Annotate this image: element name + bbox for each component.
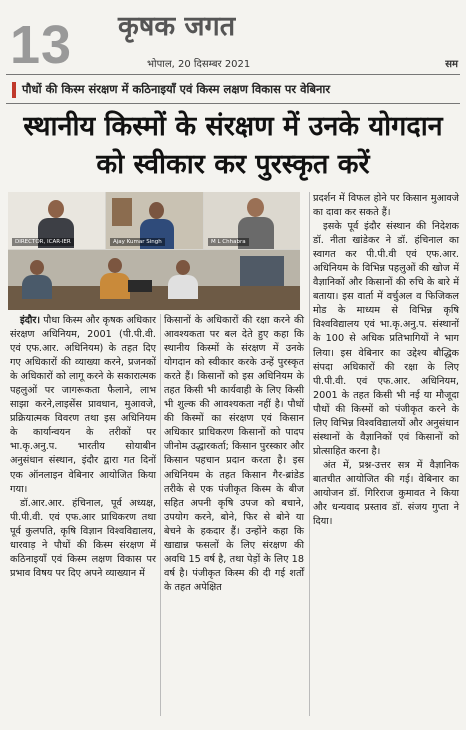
article-paragraph: [10, 314, 156, 497]
publication-logo: कृषक जगत: [118, 11, 236, 42]
article-headline: स्थानीय किस्मों के संरक्षण में उनके योगदान को स्वीकार कर पुरस्कृत करें: [23, 111, 443, 180]
edition-tag: सम: [445, 59, 458, 70]
article-column-3: [313, 192, 459, 529]
tile-caption: M L Chhabra: [208, 238, 249, 246]
article-column-2: [164, 314, 304, 595]
webinar-photo: [8, 192, 300, 310]
video-tile-ajay: [106, 192, 203, 249]
kicker-accent: [12, 82, 16, 98]
column-divider: [160, 314, 161, 716]
tile-caption: DIRECTOR, ICAR-IER: [12, 238, 74, 246]
laptop: [128, 280, 152, 292]
article-kicker: पौधों की किस्म संरक्षण में कठिनाइयाँ एवं किस्म लक्षण विकास पर वेबिनार: [22, 82, 331, 96]
article-paragraph: इसके पूर्व इंदौर संस्थान की निदेशक डॉ. नीता खांडेकर ने डॉ. हंचिनाल का स्वागत कर पी.पी.वी एवं एफ.आर. अधिनियम के विभिन्न पहलुओं की खोज में वैज्ञानिकों और किसानों की रुचि के बारे में बताया। इस वार्ता में वर्चुअल व फिजिकल मोड के माध्यम से विभिन्न कृषि विश्वविद्यालय एवं भा.कृ.अनु.प. संस्थानों के 100 से अधिक प्रतिभागियों ने भाग लिया। इस वेबिनार का उद्देश्य बौद्धिक संपदा अधिकारों की रक्षा के लिए पी.पी.वी. एवं एफ.आर. अधिनियम, 2001 के तहत किसी भी नई या मौजूदा पौधों की किस्मों को पंजीकृत करने के लिए विभिन्न विश्वविद्यालयों और अनुसंधान संस्थानों के वैज्ञानिकों एवं किसानों को प्रोत्साहित करना है।: [313, 221, 459, 457]
masthead: [0, 0, 466, 78]
paragraph-text: पौधा किस्म और कृषक अधिकार संरक्षण अधिनियम, 2001 (पी.पी.वी. एवं एफ.आर. अधिनियम) के तहत दिए गए अधिकारों की व्याख्या करने, प्रजनकों के अधिकारों को लागू करने के सकारात्मक पहलुओं पर जागरूकता फैलाने, लाभ साझा करने,लाइसेंस प्रावधान, मुआवजे, प्रक्रियात्मक विवरण तथा इस अधिनियम के कार्यान्वयन के तरीकों पर भा.कृ.अनु.प. भारतीय सोयाबीन अनुसंधान संस्थान, इंदौर द्वारा गत दिनों एक ऑनलाइन वेबिनार आयोजित किया गया।: [10, 315, 156, 495]
article-paragraph: प्रदर्शन में विफल होने पर किसान मुआवजे का दावा कर सकते हैं।: [313, 193, 459, 219]
video-tile-director: [8, 192, 105, 249]
article-paragraph: अंत में, प्रश्न-उत्तर सत्र में वैज्ञानिक बातचीत आयोजित की गई। वेबिनार का आयोजन डॉ. गिरिराज कुमावत ने किया और धन्यवाद प्रस्ताव डॉ. संजय गुप्ता ने दिया।: [313, 459, 459, 528]
edition-dateline: भोपाल, 20 दिसम्बर 2021: [147, 59, 251, 70]
tile-caption: Ajay Kumar Singh: [110, 238, 165, 246]
video-tile-chhabra: [204, 192, 300, 249]
article-column-1: [10, 314, 156, 581]
article-dateline: इंदौर।: [20, 315, 41, 326]
video-tile-conference-room: [8, 250, 300, 310]
kicker-divider: [6, 103, 460, 104]
article-paragraph: किसानों के अधिकारों की रक्षा करने की आवश्यकता पर बल देते हुए कहा कि स्थानीय किस्मों के संरक्षण में उनके योगदान को स्वीकार करके उन्हें पुरस्कृत करते हैं। किसानों को इस अधिनियम के तहत किसी भी कार्यवाही के लिए किसी भी शुल्क की आवश्यकता नहीं है। पौधों की किस्मों का संरक्षण एवं किसान अधिकार प्राधिकरण किसानों को पादप जीनोम उद्धारकर्ता; किसान पुरस्कार और किसान पहचान प्रदान करता है। इस अधिनियम के तहत किसान गैर-ब्रांडेड तरीके से एक पंजीकृत किस्म के बीज सहित अपनी कृषि उपज को बचाने, उपयोग करने, बोने, फिर से बोने या बेचने के हकदार हैं। उन्होंने कहा कि खाद्यान्न फसलों के लिए संरक्षण की अवधि 15 वर्ष है, तथा पेड़ों के लिए 18 वर्ष है। पंजीकृत किस्म की दी गई शर्तों के तहत अपेक्षित: [164, 315, 304, 593]
bookshelf: [112, 198, 132, 226]
wall-screen: [240, 256, 284, 286]
page-number: 13: [10, 15, 73, 75]
column-divider: [309, 192, 310, 716]
masthead-divider: [6, 74, 460, 75]
article-paragraph: डॉ.आर.आर. हंचिनाल, पूर्व अध्यक्ष, पी.पी.वी. एवं एफ.आर प्राधिकरण तथा पूर्व कुलपति, कृषि विज्ञान विश्वविद्यालय, धारवाड़ ने पौधों की किस्म संरक्षण में कठिनाइयाँ एवं किस्म लक्षण विकास पर प्रभाव विषय पर दिए अपने व्याख्यान में: [10, 497, 156, 579]
